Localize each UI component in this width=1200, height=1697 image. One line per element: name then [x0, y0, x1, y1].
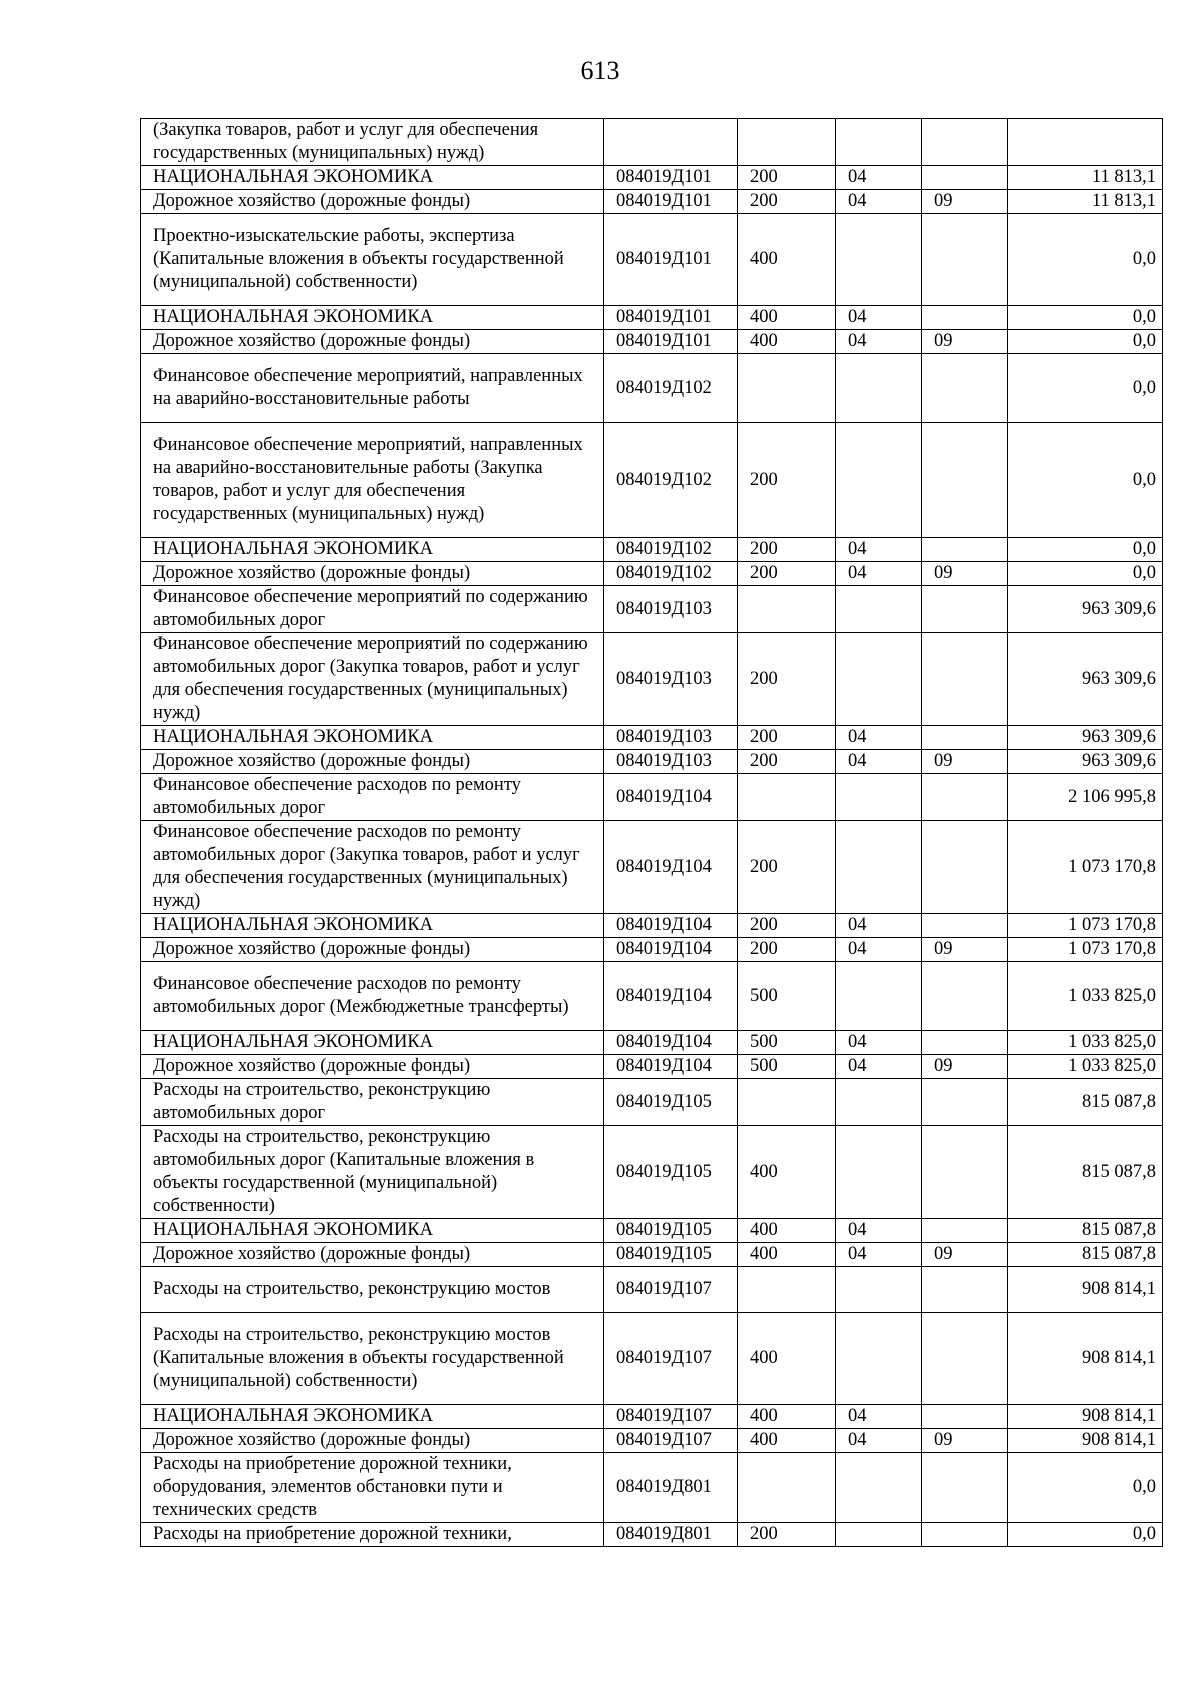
cell-section: [836, 821, 922, 914]
table-row: [141, 962, 1163, 1031]
table-row: [141, 1453, 1163, 1523]
cell-name: Финансовое обеспечение расходов по ремонту автомобильных дорог: [141, 774, 604, 821]
cell-expense-type: 200: [738, 726, 836, 750]
cell-target-article: 084019Д801: [604, 1453, 738, 1523]
table-row: [141, 1523, 1163, 1547]
cell-section: 04: [836, 1219, 922, 1243]
cell-subsection: 09: [922, 562, 1008, 586]
cell-name: Дорожное хозяйство (дорожные фонды): [141, 750, 604, 774]
table-row: [141, 330, 1163, 354]
budget-table: [140, 118, 1163, 1547]
cell-target-article: 084019Д104: [604, 821, 738, 914]
cell-section: 04: [836, 1429, 922, 1453]
table-row: [141, 190, 1163, 214]
cell-name: НАЦИОНАЛЬНАЯ ЭКОНОМИКА: [141, 1219, 604, 1243]
cell-expense-type: 200: [738, 914, 836, 938]
cell-expense-type: 500: [738, 1031, 836, 1055]
cell-target-article: 084019Д104: [604, 1031, 738, 1055]
cell-amount: 11 813,1: [1008, 166, 1163, 190]
cell-target-article: 084019Д105: [604, 1243, 738, 1267]
cell-target-article: 084019Д105: [604, 1219, 738, 1243]
cell-section: 04: [836, 750, 922, 774]
cell-expense-type: 400: [738, 1219, 836, 1243]
cell-expense-type: 500: [738, 962, 836, 1031]
cell-amount: 908 814,1: [1008, 1405, 1163, 1429]
cell-target-article: 084019Д101: [604, 166, 738, 190]
cell-expense-type: [738, 1453, 836, 1523]
cell-subsection: [922, 423, 1008, 538]
table-row: [141, 354, 1163, 423]
cell-section: [836, 962, 922, 1031]
cell-amount: 11 813,1: [1008, 190, 1163, 214]
table-row: [141, 562, 1163, 586]
cell-amount: 815 087,8: [1008, 1243, 1163, 1267]
table-row: [141, 1126, 1163, 1219]
cell-subsection: [922, 1523, 1008, 1547]
cell-name: Дорожное хозяйство (дорожные фонды): [141, 190, 604, 214]
cell-subsection: 09: [922, 1055, 1008, 1079]
table-row: [141, 306, 1163, 330]
cell-name: Финансовое обеспечение мероприятий по содержанию автомобильных дорог: [141, 586, 604, 633]
cell-name: Финансовое обеспечение расходов по ремонту автомобильных дорог (Закупка товаров, работ и услуг для обеспечения государственных (муниципальных) нужд): [141, 821, 604, 914]
cell-name: Расходы на строительство, реконструкцию мостов: [141, 1267, 604, 1313]
table-row: [141, 1055, 1163, 1079]
cell-section: [836, 633, 922, 726]
cell-section: 04: [836, 914, 922, 938]
table-row: [141, 423, 1163, 538]
cell-target-article: 084019Д105: [604, 1126, 738, 1219]
cell-subsection: [922, 214, 1008, 306]
cell-target-article: 084019Д101: [604, 330, 738, 354]
cell-subsection: 09: [922, 190, 1008, 214]
cell-section: [836, 1267, 922, 1313]
cell-name: Дорожное хозяйство (дорожные фонды): [141, 1243, 604, 1267]
cell-target-article: 084019Д104: [604, 774, 738, 821]
table-row: [141, 1243, 1163, 1267]
cell-subsection: [922, 166, 1008, 190]
cell-expense-type: [738, 119, 836, 166]
cell-expense-type: 400: [738, 1126, 836, 1219]
cell-expense-type: [738, 1079, 836, 1126]
cell-name: Проектно-изыскательские работы, экспертиза (Капитальные вложения в объекты государственной (муниципальной) собственности): [141, 214, 604, 306]
cell-target-article: 084019Д104: [604, 962, 738, 1031]
cell-section: 04: [836, 166, 922, 190]
cell-subsection: [922, 586, 1008, 633]
cell-section: 04: [836, 1031, 922, 1055]
cell-target-article: 084019Д101: [604, 306, 738, 330]
cell-target-article: 084019Д104: [604, 1055, 738, 1079]
cell-expense-type: 400: [738, 306, 836, 330]
cell-expense-type: 200: [738, 423, 836, 538]
cell-section: [836, 1313, 922, 1405]
table-row: [141, 586, 1163, 633]
cell-subsection: [922, 119, 1008, 166]
budget-table-body: [141, 119, 1163, 1547]
cell-name: Расходы на приобретение дорожной техники,: [141, 1523, 604, 1547]
cell-subsection: [922, 538, 1008, 562]
table-row: [141, 538, 1163, 562]
cell-section: [836, 423, 922, 538]
cell-name: НАЦИОНАЛЬНАЯ ЭКОНОМИКА: [141, 306, 604, 330]
cell-subsection: [922, 962, 1008, 1031]
cell-target-article: 084019Д103: [604, 726, 738, 750]
cell-section: [836, 1523, 922, 1547]
cell-target-article: 084019Д107: [604, 1313, 738, 1405]
cell-amount: [1008, 119, 1163, 166]
cell-section: 04: [836, 190, 922, 214]
cell-subsection: [922, 1126, 1008, 1219]
cell-amount: 815 087,8: [1008, 1079, 1163, 1126]
cell-expense-type: 200: [738, 750, 836, 774]
cell-name: Финансовое обеспечение мероприятий по содержанию автомобильных дорог (Закупка товаров, работ и услуг для обеспечения государственных (муниципальных) нужд): [141, 633, 604, 726]
cell-subsection: [922, 726, 1008, 750]
cell-section: 04: [836, 938, 922, 962]
cell-expense-type: [738, 1267, 836, 1313]
cell-subsection: [922, 1079, 1008, 1126]
cell-amount: 0,0: [1008, 354, 1163, 423]
cell-section: 04: [836, 1243, 922, 1267]
table-row: [141, 1031, 1163, 1055]
table-row: [141, 726, 1163, 750]
cell-expense-type: 200: [738, 538, 836, 562]
cell-amount: 0,0: [1008, 538, 1163, 562]
table-row: [141, 774, 1163, 821]
cell-subsection: [922, 1267, 1008, 1313]
cell-amount: 908 814,1: [1008, 1429, 1163, 1453]
cell-subsection: [922, 1031, 1008, 1055]
cell-amount: 0,0: [1008, 214, 1163, 306]
table-row: [141, 1429, 1163, 1453]
cell-expense-type: 400: [738, 330, 836, 354]
cell-name: НАЦИОНАЛЬНАЯ ЭКОНОМИКА: [141, 166, 604, 190]
cell-section: [836, 1453, 922, 1523]
cell-section: [836, 1126, 922, 1219]
table-row: [141, 1079, 1163, 1126]
cell-amount: 815 087,8: [1008, 1219, 1163, 1243]
cell-section: [836, 214, 922, 306]
cell-target-article: 084019Д101: [604, 190, 738, 214]
cell-expense-type: 200: [738, 938, 836, 962]
cell-section: 04: [836, 726, 922, 750]
cell-subsection: [922, 1453, 1008, 1523]
cell-expense-type: 200: [738, 190, 836, 214]
cell-amount: 963 309,6: [1008, 726, 1163, 750]
table-row: [141, 633, 1163, 726]
cell-name: (Закупка товаров, работ и услуг для обеспечения государственных (муниципальных) нужд): [141, 119, 604, 166]
table-row: [141, 1405, 1163, 1429]
cell-name: Расходы на строительство, реконструкцию автомобильных дорог: [141, 1079, 604, 1126]
cell-name: Финансовое обеспечение мероприятий, направленных на аварийно-восстановительные работы: [141, 354, 604, 423]
cell-name: Финансовое обеспечение расходов по ремонту автомобильных дорог (Межбюджетные трансферты): [141, 962, 604, 1031]
cell-expense-type: 500: [738, 1055, 836, 1079]
cell-amount: 1 033 825,0: [1008, 1055, 1163, 1079]
cell-amount: 0,0: [1008, 1523, 1163, 1547]
table-row: [141, 914, 1163, 938]
cell-section: 04: [836, 330, 922, 354]
cell-section: 04: [836, 306, 922, 330]
cell-amount: 1 073 170,8: [1008, 914, 1163, 938]
cell-subsection: [922, 633, 1008, 726]
cell-name: Расходы на строительство, реконструкцию автомобильных дорог (Капитальные вложения в объекты государственной (муниципальной) собственности): [141, 1126, 604, 1219]
cell-target-article: 084019Д102: [604, 562, 738, 586]
table-row: [141, 1267, 1163, 1313]
cell-expense-type: 400: [738, 1405, 836, 1429]
cell-amount: 0,0: [1008, 1453, 1163, 1523]
cell-target-article: 084019Д103: [604, 586, 738, 633]
cell-name: НАЦИОНАЛЬНАЯ ЭКОНОМИКА: [141, 914, 604, 938]
table-row: [141, 214, 1163, 306]
cell-target-article: 084019Д107: [604, 1267, 738, 1313]
cell-name: Дорожное хозяйство (дорожные фонды): [141, 1429, 604, 1453]
cell-subsection: 09: [922, 750, 1008, 774]
cell-target-article: 084019Д104: [604, 938, 738, 962]
cell-amount: 0,0: [1008, 423, 1163, 538]
cell-name: Дорожное хозяйство (дорожные фонды): [141, 938, 604, 962]
cell-target-article: [604, 119, 738, 166]
cell-section: [836, 774, 922, 821]
cell-section: [836, 586, 922, 633]
cell-name: НАЦИОНАЛЬНАЯ ЭКОНОМИКА: [141, 726, 604, 750]
table-row: [141, 821, 1163, 914]
cell-name: Дорожное хозяйство (дорожные фонды): [141, 330, 604, 354]
cell-subsection: [922, 354, 1008, 423]
cell-section: [836, 1079, 922, 1126]
cell-target-article: 084019Д102: [604, 538, 738, 562]
cell-subsection: 09: [922, 330, 1008, 354]
cell-section: 04: [836, 1055, 922, 1079]
cell-name: НАЦИОНАЛЬНАЯ ЭКОНОМИКА: [141, 1405, 604, 1429]
cell-subsection: [922, 914, 1008, 938]
cell-name: Дорожное хозяйство (дорожные фонды): [141, 562, 604, 586]
cell-target-article: 084019Д102: [604, 354, 738, 423]
cell-target-article: 084019Д103: [604, 633, 738, 726]
cell-name: Дорожное хозяйство (дорожные фонды): [141, 1055, 604, 1079]
cell-expense-type: [738, 354, 836, 423]
cell-expense-type: 200: [738, 821, 836, 914]
cell-subsection: [922, 1313, 1008, 1405]
cell-subsection: [922, 774, 1008, 821]
cell-subsection: [922, 1219, 1008, 1243]
cell-target-article: 084019Д101: [604, 214, 738, 306]
cell-subsection: 09: [922, 1429, 1008, 1453]
cell-name: Финансовое обеспечение мероприятий, направленных на аварийно-восстановительные работы (Закупка товаров, работ и услуг для обеспечения государственных (муниципальных) нужд): [141, 423, 604, 538]
cell-amount: 0,0: [1008, 306, 1163, 330]
cell-amount: 1 033 825,0: [1008, 962, 1163, 1031]
cell-expense-type: 400: [738, 214, 836, 306]
cell-subsection: [922, 821, 1008, 914]
cell-amount: 908 814,1: [1008, 1267, 1163, 1313]
cell-amount: 908 814,1: [1008, 1313, 1163, 1405]
cell-amount: 0,0: [1008, 330, 1163, 354]
cell-expense-type: 400: [738, 1429, 836, 1453]
cell-section: 04: [836, 562, 922, 586]
cell-expense-type: [738, 586, 836, 633]
cell-target-article: 084019Д107: [604, 1429, 738, 1453]
cell-target-article: 084019Д102: [604, 423, 738, 538]
cell-target-article: 084019Д107: [604, 1405, 738, 1429]
cell-expense-type: 400: [738, 1313, 836, 1405]
cell-amount: 963 309,6: [1008, 586, 1163, 633]
cell-amount: 963 309,6: [1008, 750, 1163, 774]
cell-section: [836, 354, 922, 423]
cell-expense-type: 200: [738, 166, 836, 190]
cell-subsection: [922, 306, 1008, 330]
cell-name: Расходы на строительство, реконструкцию мостов (Капитальные вложения в объекты государственной (муниципальной) собственности): [141, 1313, 604, 1405]
table-row: [141, 1313, 1163, 1405]
cell-section: 04: [836, 1405, 922, 1429]
cell-name: НАЦИОНАЛЬНАЯ ЭКОНОМИКА: [141, 1031, 604, 1055]
cell-amount: 2 106 995,8: [1008, 774, 1163, 821]
table-row: [141, 1219, 1163, 1243]
cell-target-article: 084019Д105: [604, 1079, 738, 1126]
cell-amount: 815 087,8: [1008, 1126, 1163, 1219]
cell-expense-type: 200: [738, 562, 836, 586]
cell-expense-type: 200: [738, 1523, 836, 1547]
cell-section: 04: [836, 538, 922, 562]
cell-amount: 1 033 825,0: [1008, 1031, 1163, 1055]
cell-subsection: [922, 1405, 1008, 1429]
table-row: [141, 750, 1163, 774]
cell-name: НАЦИОНАЛЬНАЯ ЭКОНОМИКА: [141, 538, 604, 562]
page-number: 613: [580, 56, 620, 85]
cell-section: [836, 119, 922, 166]
cell-subsection: 09: [922, 1243, 1008, 1267]
cell-amount: 1 073 170,8: [1008, 938, 1163, 962]
table-row: [141, 166, 1163, 190]
cell-target-article: 084019Д104: [604, 914, 738, 938]
cell-expense-type: 200: [738, 633, 836, 726]
cell-subsection: 09: [922, 938, 1008, 962]
cell-amount: 0,0: [1008, 562, 1163, 586]
table-row: [141, 119, 1163, 166]
cell-name: Расходы на приобретение дорожной техники, оборудования, элементов обстановки пути и технических средств: [141, 1453, 604, 1523]
cell-target-article: 084019Д103: [604, 750, 738, 774]
cell-amount: 1 073 170,8: [1008, 821, 1163, 914]
cell-expense-type: 400: [738, 1243, 836, 1267]
cell-amount: 963 309,6: [1008, 633, 1163, 726]
cell-target-article: 084019Д801: [604, 1523, 738, 1547]
table-row: [141, 938, 1163, 962]
cell-expense-type: [738, 774, 836, 821]
